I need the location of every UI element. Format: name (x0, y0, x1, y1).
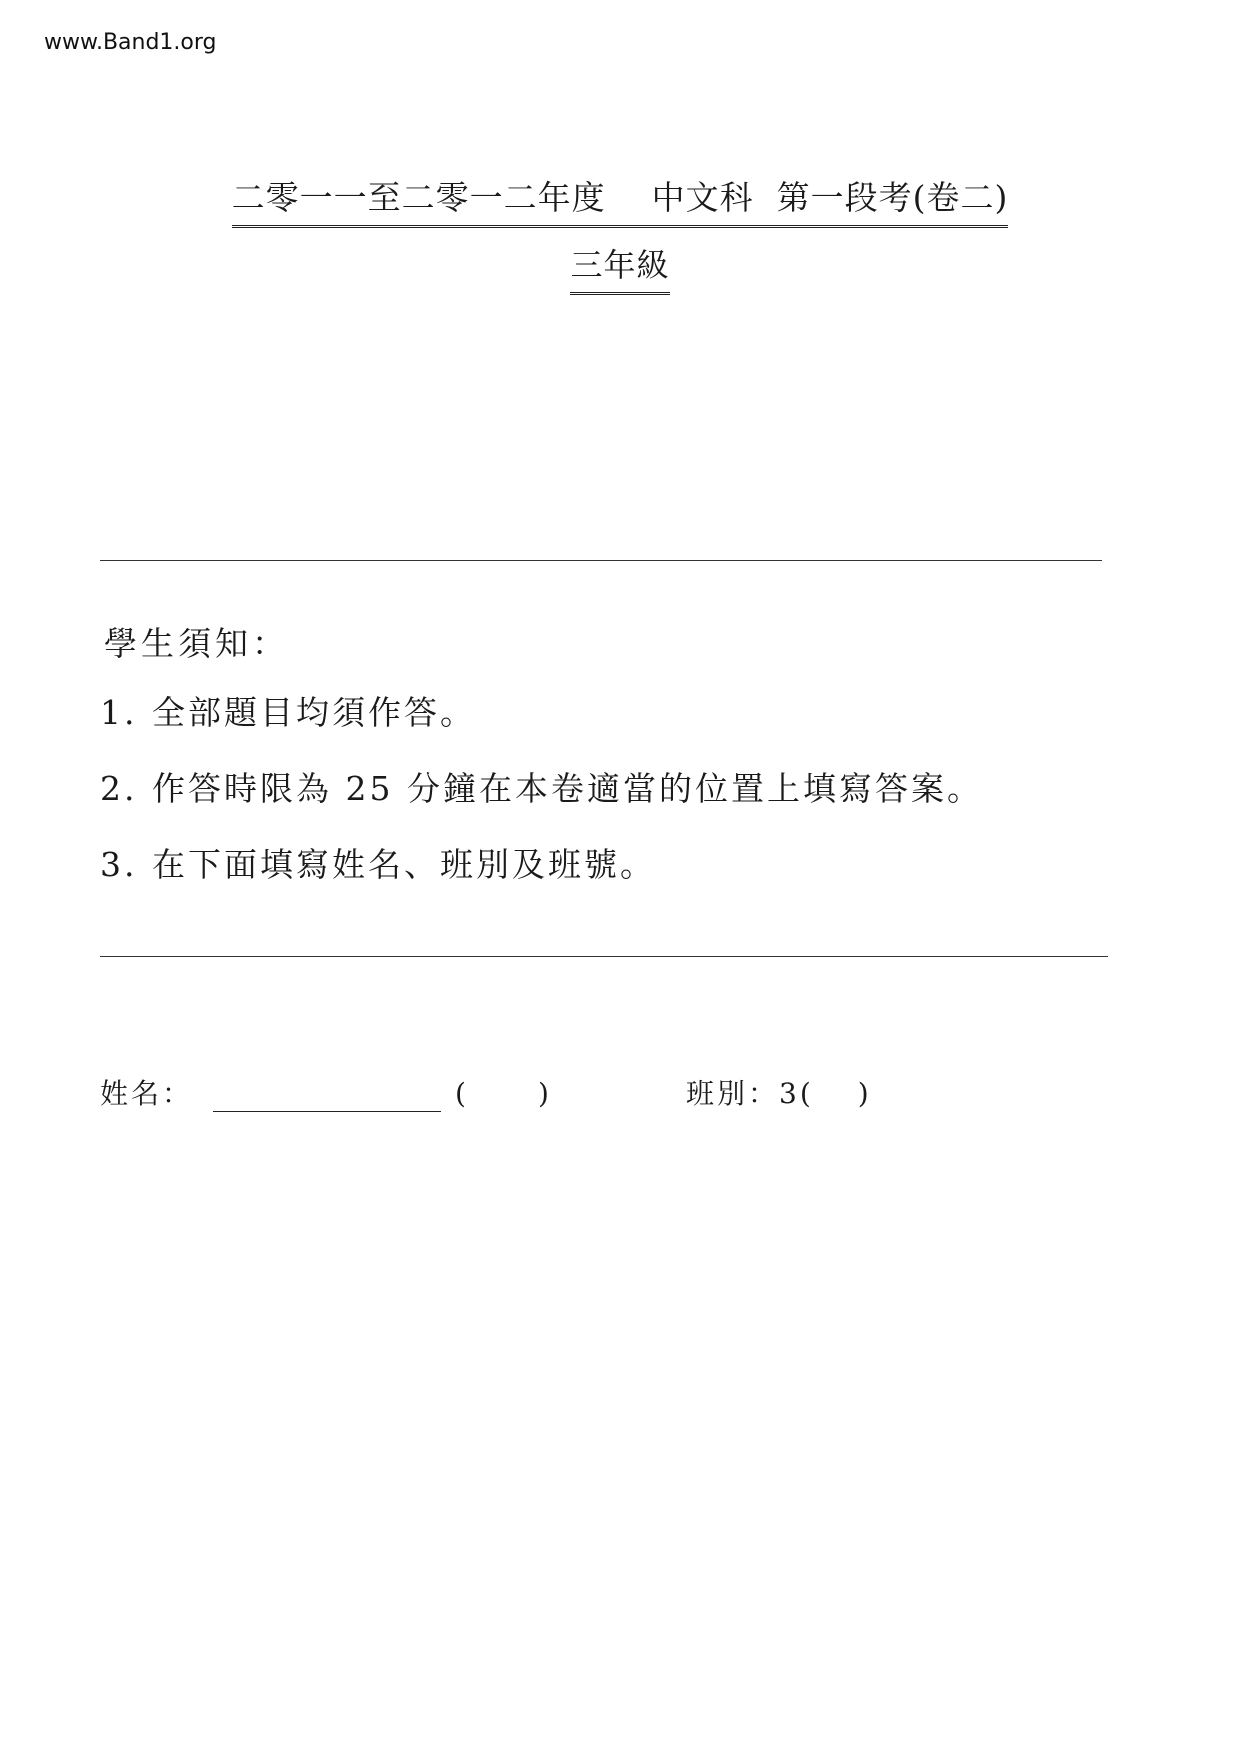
class-label: 班別：3( (686, 1077, 814, 1110)
notice-item (100, 766, 983, 842)
name-blank-field[interactable] (213, 1081, 441, 1112)
class-paren-close: ) (857, 1077, 869, 1110)
top-divider (100, 560, 1102, 561)
class-field-group (686, 1072, 869, 1112)
name-label: 姓名： (100, 1077, 194, 1110)
notice-item-text: 全部題目均須作答。 (152, 693, 476, 732)
student-notice-heading: 學生須知： (104, 624, 289, 663)
grade-title: 三年級 (570, 240, 669, 295)
notice-item (100, 842, 983, 918)
student-info-row (100, 1072, 869, 1112)
student-notice-list (100, 690, 983, 918)
notice-item-number: 1. (100, 693, 138, 732)
class-number-paren-open: ( (455, 1077, 466, 1110)
notice-item-text: 在下面填寫姓名、班別及班號。 (152, 845, 656, 884)
exam-title: 二零一一至二零一二年度 中文科 第一段考(卷二) (232, 172, 1009, 228)
notice-item-text: 作答時限為 25 分鐘在本卷適當的位置上填寫答案。 (152, 769, 983, 808)
bottom-divider (100, 956, 1108, 957)
class-number-paren-close: ) (537, 1077, 549, 1110)
notice-item-number: 3. (100, 845, 138, 884)
notice-item-number: 2. (100, 769, 138, 808)
exam-title-block (0, 172, 1240, 295)
notice-item (100, 690, 983, 766)
website-watermark: www.Band1.org (44, 30, 217, 55)
